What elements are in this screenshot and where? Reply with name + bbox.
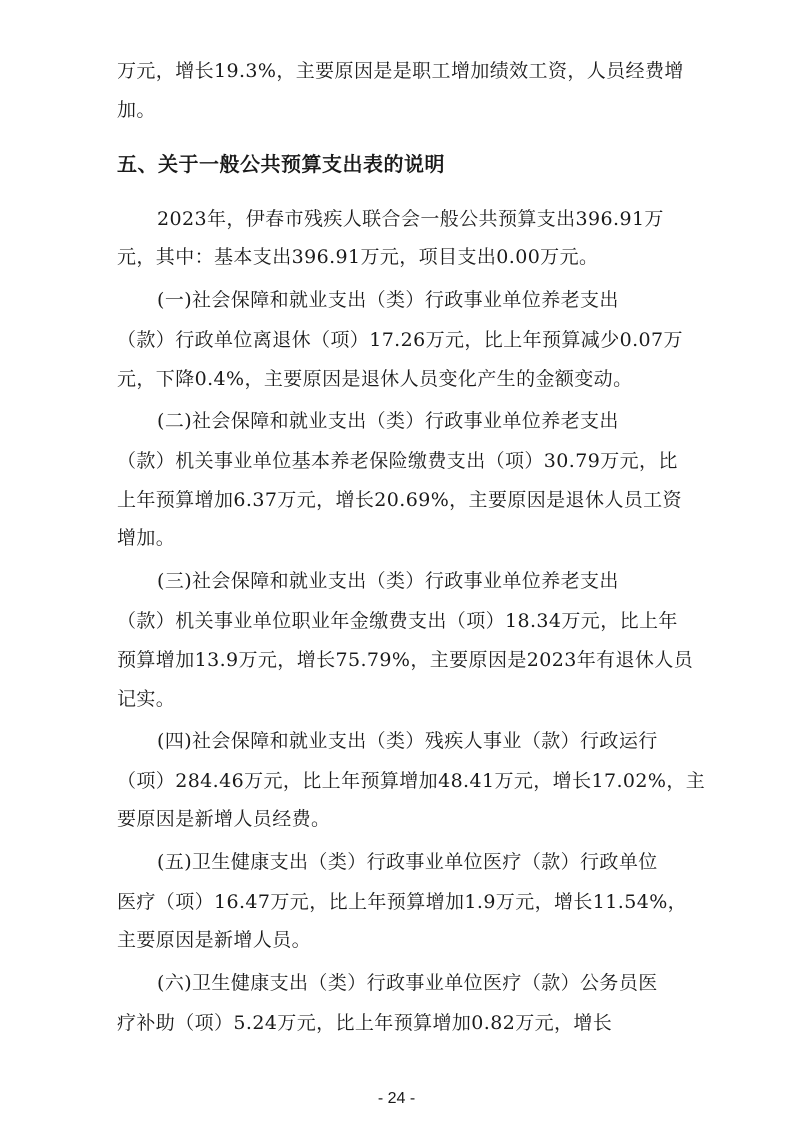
- summary-line-1: 2023年，伊春市残疾人联合会一般公共预算支出396.91万: [157, 208, 664, 230]
- item-5-line-1: (五)卫生健康支出（类）行政事业单位医疗（款）行政单位: [157, 851, 658, 873]
- item-3-line-2: （款）机关事业单位职业年金缴费支出（项）18.34万元，比上年: [117, 610, 678, 632]
- item-2-line-1: (二)社会保障和就业支出（类）行政事业单位养老支出: [157, 410, 619, 432]
- item-3-line-1: (三)社会保障和就业支出（类）行政事业单位养老支出: [157, 570, 619, 592]
- item-2-line-2: （款）机关事业单位基本养老保险缴费支出（项）30.79万元，比: [117, 450, 678, 472]
- item-4-line-2: （项）284.46万元，比上年预算增加48.41万元，增长17.02%，主: [117, 770, 706, 792]
- summary-line-2: 元，其中：基本支出396.91万元，项目支出0.00万元。: [117, 246, 599, 268]
- item-2-line-3: 上年预算增加6.37万元，增长20.69%，主要原因是退休人员工资: [117, 489, 682, 511]
- item-4-line-3: 要原因是新增人员经费。: [117, 808, 331, 830]
- item-4-line-1: (四)社会保障和就业支出（类）残疾人事业（款）行政运行: [157, 730, 658, 752]
- item-2-line-4: 增加。: [117, 527, 176, 549]
- item-1-line-3: 元，下降0.4%，主要原因是退休人员变化产生的金额变动。: [117, 368, 633, 390]
- item-5-line-3: 主要原因是新增人员。: [117, 929, 312, 951]
- item-6-line-2: 疗补助（项）5.24万元，比上年预算增加0.82万元，增长: [117, 1012, 613, 1034]
- item-3-line-4: 记实。: [117, 688, 176, 710]
- item-1-line-2: （款）行政单位离退休（项）17.26万元，比上年预算减少0.07万: [117, 329, 683, 351]
- item-5-line-2: 医疗（项）16.47万元，比上年预算增加1.9万元，增长11.54%，: [117, 891, 688, 913]
- section-heading: 五、关于一般公共预算支出表的说明: [117, 152, 445, 176]
- page-number: - 24 -: [377, 1090, 416, 1107]
- item-3-line-3: 预算增加13.9万元，增长75.79%，主要原因是2023年有退休人员: [117, 649, 694, 671]
- intro-line-2: 加。: [117, 99, 156, 121]
- item-1-line-1: (一)社会保障和就业支出（类）行政事业单位养老支出: [157, 289, 619, 311]
- intro-line-1: 万元，增长19.3%，主要原因是是职工增加绩效工资，人员经费增: [117, 60, 684, 82]
- item-6-line-1: (六)卫生健康支出（类）行政事业单位医疗（款）公务员医: [157, 972, 658, 994]
